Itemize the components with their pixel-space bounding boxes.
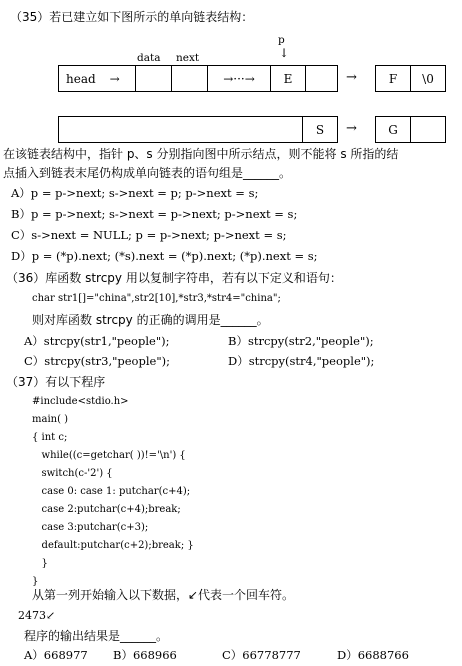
node-e-data-cell xyxy=(270,65,306,92)
head-cell xyxy=(58,65,136,92)
q35-desc-line1: 在该链表结构中，指针 p、s 分别指向图中所示结点，则不能将 s 所指的结 xyxy=(3,147,399,161)
q37-code-line-3: { int c; xyxy=(32,432,68,443)
head-arrow: → xyxy=(109,71,120,86)
q36-code: char str1[]="china",str2[10],*str3,*str4="china"; xyxy=(32,293,281,304)
q36-stem: （36）库函数 strcpy 用以复制字符串，若有以下定义和语句： xyxy=(6,271,342,285)
label-data: data xyxy=(137,52,161,64)
q37-option-a: A）668977 xyxy=(24,648,88,662)
q37-option-d: D）6688766 xyxy=(337,648,409,662)
ellipsis-cell xyxy=(207,65,271,92)
q36-question: 则对库函数 strcpy 的正确的调用是______。 xyxy=(32,313,269,327)
null-terminator: \0 xyxy=(422,71,434,86)
q37-input: 2473↙ xyxy=(18,609,56,622)
q36-option-d: D）strcpy(str4,"people"); xyxy=(228,354,375,368)
label-p: p xyxy=(278,34,285,46)
q36-option-c: C）strcpy(str3,"people"); xyxy=(24,354,170,368)
q37-question: 程序的输出结果是______。 xyxy=(24,629,169,643)
q37-code-line-10: } xyxy=(32,558,48,569)
q35-desc-line2: 点插入到链表末尾仍构成单向链表的语句组是______。 xyxy=(3,166,292,180)
pointer-p-arrow: ↓ xyxy=(279,46,290,60)
q37-code-line-7: case 2:putchar(c+4);break; xyxy=(32,504,181,515)
node-g-label: G xyxy=(388,122,398,137)
node-f-label: F xyxy=(388,71,398,86)
node-s-label: S xyxy=(315,122,325,137)
node-f-next-cell xyxy=(410,65,446,92)
q37-option-b: B）668966 xyxy=(113,648,177,662)
node1-data-cell xyxy=(135,65,172,92)
node-e-next-cell xyxy=(305,65,338,92)
q35-stem: （35）若已建立如下图所示的单向链表结构： xyxy=(10,10,254,24)
q36-option-b: B）strcpy(str2,"people"); xyxy=(228,334,374,348)
q37-code-line-8: case 3:putchar(c+3); xyxy=(32,522,149,533)
label-next: next xyxy=(176,52,200,64)
q37-code-line-1: #include<stdio.h> xyxy=(32,396,129,407)
q37-code-line-9: default:putchar(c+2);break; } xyxy=(32,540,194,551)
q37-code-line-2: main( ) xyxy=(32,414,69,425)
head-label: head xyxy=(66,71,96,86)
s-to-g-arrow: → xyxy=(346,121,357,136)
node-s-cell xyxy=(302,116,338,143)
q37-code-line-11: } xyxy=(32,576,39,587)
node-g-data-cell xyxy=(375,116,411,143)
e-to-f-arrow: → xyxy=(346,70,357,85)
q37-code-line-6: case 0: case 1: putchar(c+4); xyxy=(32,486,191,497)
node-e-label: E xyxy=(283,71,293,86)
node-f-data-cell xyxy=(375,65,411,92)
q37-code-line-4: while((c=getchar( ))!='\n') { xyxy=(32,450,186,461)
q37-stem: （37）有以下程序 xyxy=(6,375,106,389)
q37-input-desc: 从第一列开始输入以下数据，↙代表一个回车符。 xyxy=(32,588,295,602)
ellipsis-arrow: →···→ xyxy=(223,71,255,86)
q35-option-c: C）s->next = NULL; p = p->next; p->next = s; xyxy=(11,228,287,242)
s-node-left-cell xyxy=(58,116,303,143)
node-g-next-cell xyxy=(410,116,446,143)
q35-option-b: B）p = p->next; s->next = p->next; p->next = s; xyxy=(11,207,298,221)
q35-option-d: D）p = (*p).next; (*s).next = (*p).next; (*p).next = s; xyxy=(11,249,318,263)
node1-next-cell xyxy=(171,65,208,92)
q35-option-a: A）p = p->next; s->next = p; p->next = s; xyxy=(11,186,259,200)
q37-code-line-5: switch(c-'2') { xyxy=(32,468,113,479)
q37-option-c: C）66778777 xyxy=(222,648,301,662)
q36-option-a: A）strcpy(str1,"people"); xyxy=(24,334,170,348)
